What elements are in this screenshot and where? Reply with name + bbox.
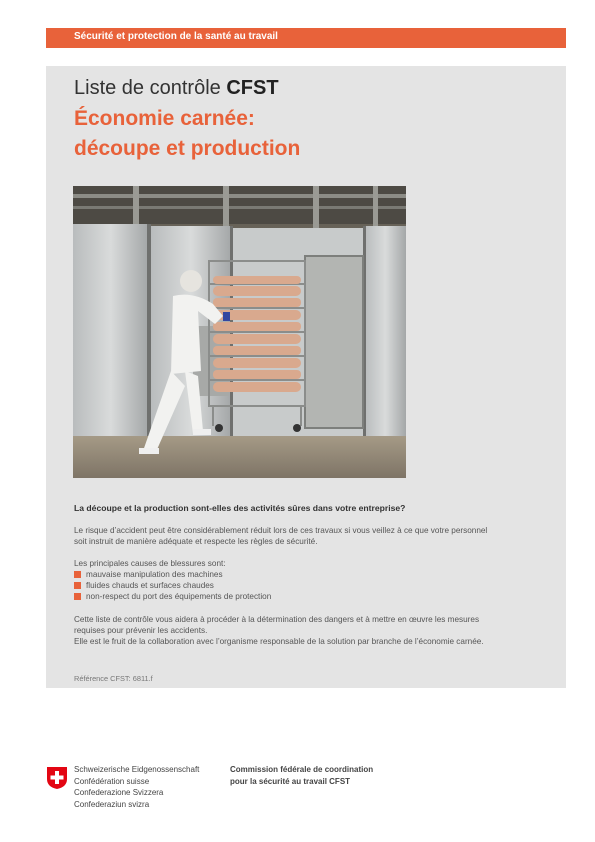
banner-text: Sécurité et protection de la santé au travail <box>74 31 278 42</box>
worker-pushing-rack-illustration <box>73 186 406 478</box>
closing-line-1: Cette liste de contrôle vous aidera à procéder à la détermination des dangers et à mettre en œuvre les mesures <box>74 615 480 624</box>
causes-title: Les principales causes de blessures sont: <box>74 559 226 568</box>
cause-item <box>74 580 544 591</box>
commission-line-2: pour la sécurité au travail CFST <box>230 776 351 786</box>
bullet-square-icon <box>74 593 81 600</box>
checklist-title <box>74 77 279 100</box>
cause-text: fluides chauds et surfaces chaudes <box>86 581 214 590</box>
closing-line-2: requises pour prévenir les accidents. <box>74 626 208 635</box>
cover-panel <box>46 66 566 688</box>
causes-block <box>74 558 544 602</box>
intro-line-2: soit instruit de manière adéquate et respecte les règles de sécurité. <box>74 537 318 546</box>
commission-line-1: Commission fédérale de coordination <box>230 765 374 774</box>
confederation-rm: Confederaziun svizra <box>74 799 150 809</box>
bullet-square-icon <box>74 582 81 589</box>
bullet-square-icon <box>74 571 81 578</box>
subject-line-1: Économie carnée: <box>74 107 255 130</box>
top-banner <box>46 28 566 48</box>
title-light: Liste de contrôle <box>74 77 227 99</box>
intro-line-1: Le risque d’accident peut être considérablement réduit lors de ces travaux si vous veillez à ce que votre personnel <box>74 526 488 535</box>
confederation-fr: Confédération suisse <box>74 776 150 786</box>
subject-line-2: découpe et production <box>74 137 301 160</box>
reference-number: Référence CFST: 6811.f <box>74 674 153 683</box>
confederation-de: Schweizerische Eidgenossenschaft <box>74 765 200 774</box>
footer <box>46 764 566 824</box>
commission-name <box>230 764 373 787</box>
cover-photo <box>73 186 406 478</box>
causes-list <box>74 569 544 602</box>
closing-line-3: Elle est le fruit de la collaboration avec l’organisme responsable de la solution par branche de l’économie carnée. <box>74 637 484 646</box>
intro-paragraph <box>74 525 544 547</box>
subject-title <box>74 104 300 164</box>
closing-paragraph <box>74 614 544 647</box>
title-bold: CFST <box>226 77 279 99</box>
cause-text: mauvaise manipulation des machines <box>86 570 223 579</box>
cause-item <box>74 591 544 602</box>
key-question: La découpe et la production sont-elles des activités sûres dans votre entreprise? <box>74 503 406 513</box>
cause-item <box>74 569 544 580</box>
confederation-it: Confederazione Svizzera <box>74 788 164 797</box>
confederation-names <box>74 764 199 810</box>
swiss-cross-icon <box>46 766 68 790</box>
cause-text: non-respect du port des équipements de protection <box>86 592 272 601</box>
